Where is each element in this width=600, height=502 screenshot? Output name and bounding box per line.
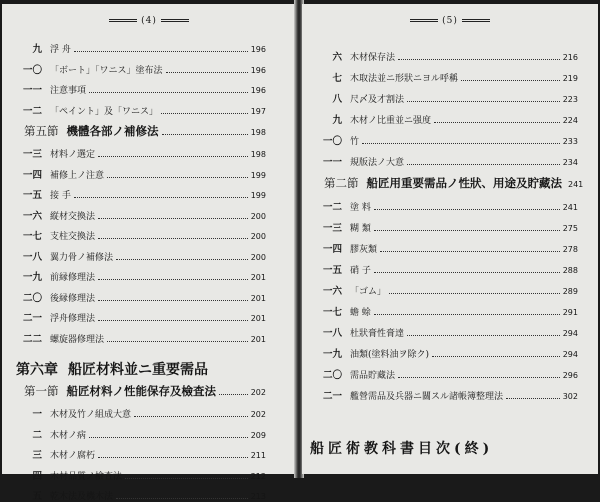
entry-page-number: 202	[250, 388, 266, 397]
entry-title: 「ペイント」及「ワニス」	[50, 106, 159, 117]
dot-leader	[98, 320, 248, 321]
dot-leader	[98, 156, 248, 157]
entry-title: 補修上ノ注意	[50, 170, 105, 181]
entry-number: 一〇	[322, 136, 342, 147]
entry-number: 一五	[22, 190, 42, 201]
entry-title: 糊 類	[350, 224, 371, 234]
dot-leader	[166, 72, 248, 73]
entry-title: 木材ノ病	[50, 430, 87, 441]
entry-title: 注意事項	[50, 86, 87, 96]
entry-number: 二〇	[322, 370, 342, 381]
right-page	[302, 4, 598, 474]
entry-title: 硝 子	[350, 266, 371, 276]
entry-page-number: 294	[562, 329, 578, 338]
toc-entry-row	[16, 468, 266, 482]
entry-title: 膠灰類	[350, 245, 378, 255]
dot-leader	[98, 457, 248, 458]
entry-number: 五	[32, 491, 42, 502]
entry-page-number: 201	[250, 334, 266, 344]
entry-number: 一〇	[22, 64, 42, 76]
entry-title: 浮 舟	[50, 45, 71, 55]
header-rule	[462, 19, 490, 22]
section-label: 第一節	[24, 384, 59, 398]
entry-number: 一五	[322, 265, 342, 276]
entry-page-number: 275	[562, 224, 578, 233]
dot-leader	[432, 356, 560, 357]
toc-entry-row	[16, 249, 266, 263]
entry-number: 九	[332, 115, 342, 126]
entry-number: 四	[32, 470, 42, 482]
entry-number: 一二	[322, 202, 342, 213]
entry-page-number: 211	[250, 451, 266, 460]
toc-entry-row	[16, 187, 266, 201]
entry-number: 二〇	[22, 292, 42, 304]
dot-leader	[89, 437, 248, 438]
entry-page-number: 234	[562, 158, 578, 167]
entry-number: 二一	[22, 313, 42, 324]
toc-section-row	[24, 123, 266, 139]
entry-title: 尺〆及才割法	[350, 95, 405, 105]
page-header-right	[302, 16, 598, 26]
dot-leader	[134, 416, 248, 417]
entry-title: 材料ノ選定	[50, 150, 96, 160]
dot-leader	[74, 197, 248, 198]
entry-number: 七	[332, 73, 342, 84]
entry-page-number: 201	[250, 314, 266, 323]
entry-title: 接 手	[50, 191, 71, 201]
entry-number: 一四	[22, 169, 42, 181]
entry-title: 縦材交換法	[50, 211, 96, 222]
dot-leader	[461, 80, 560, 81]
toc-entry-row	[16, 447, 266, 461]
toc-end-title: 船匠術教科書目次(終)	[310, 441, 494, 457]
dot-leader	[219, 394, 248, 395]
dot-leader	[398, 59, 560, 60]
entry-page-number: 213	[250, 492, 266, 501]
entry-title: 木材ノ比重並ニ强度	[350, 116, 432, 126]
dot-leader	[380, 251, 560, 252]
toc-entry-row	[316, 346, 578, 360]
entry-page-number: 200	[250, 252, 266, 262]
entry-page-number: 241	[562, 203, 578, 212]
toc-entry-row	[316, 367, 578, 381]
entry-number: 一九	[322, 349, 342, 360]
chapter-label: 第六章	[16, 362, 58, 378]
entry-title: 艦營需品及兵器ニ關スル諸帳簿整理法	[350, 392, 504, 402]
entry-page-number: 241	[568, 180, 584, 189]
entry-number: 一九	[22, 272, 42, 283]
toc-entry-row	[316, 220, 578, 234]
entry-page-number: 201	[250, 273, 266, 282]
entry-page-number: 197	[250, 106, 266, 116]
toc-entry-row	[316, 91, 578, 105]
entry-number: 一四	[322, 244, 342, 255]
entry-title: 蟾 蜍	[350, 308, 371, 318]
entry-page-number: 223	[562, 95, 578, 104]
page-number-left: (4)	[141, 16, 157, 26]
entry-title: 翼力骨ノ補修法	[50, 252, 114, 263]
entry-number: 三	[32, 450, 42, 461]
dot-leader	[407, 335, 560, 336]
entry-number: 一八	[322, 328, 342, 339]
entry-number: 一六	[322, 286, 342, 297]
toc-entry-row	[16, 167, 266, 181]
dot-leader	[374, 272, 560, 273]
entry-page-number: 196	[250, 86, 266, 95]
entry-title: 木材及竹ノ組成大意	[50, 410, 132, 420]
dot-leader	[162, 134, 248, 135]
toc-entry-row	[316, 325, 578, 339]
entry-number: 一一	[22, 85, 42, 96]
chapter-title: 船匠材料並ニ重要需品	[68, 362, 208, 378]
entry-number: 一二	[22, 105, 42, 117]
entry-title: 「ゴム」	[350, 287, 387, 297]
entry-number: 一一	[322, 157, 342, 168]
entry-page-number: 196	[250, 65, 266, 75]
toc-entry-row	[316, 304, 578, 318]
dot-leader	[506, 398, 560, 399]
entry-page-number: 233	[562, 137, 578, 146]
dot-leader	[161, 113, 248, 114]
entry-page-number: 212	[250, 471, 266, 481]
entry-title: 支柱交換法	[50, 232, 96, 242]
dot-leader	[107, 341, 248, 342]
entry-title: 船匠材料ノ性能保存及檢査法	[66, 384, 216, 398]
entry-page-number: 278	[562, 245, 578, 254]
toc-entry-row	[16, 146, 266, 160]
entry-number: 一六	[22, 210, 42, 222]
entry-number: 一七	[322, 307, 342, 318]
toc-entry-row	[16, 103, 266, 117]
entry-number: 一八	[22, 251, 42, 263]
entry-number: 二二	[22, 333, 42, 345]
header-rule	[410, 19, 438, 22]
section-label: 第五節	[24, 124, 59, 138]
entry-number: 一	[32, 409, 42, 420]
dot-leader	[107, 177, 248, 178]
chapter-heading	[16, 359, 208, 379]
toc-section-row	[324, 175, 584, 191]
dot-leader	[374, 209, 560, 210]
page-header-left	[2, 16, 296, 26]
dot-leader	[116, 259, 248, 260]
toc-entry-row	[16, 208, 266, 222]
toc-entry-row	[16, 406, 266, 420]
entry-page-number: 294	[562, 350, 578, 359]
toc-entry-row	[16, 62, 266, 76]
entry-page-number: 198	[250, 128, 266, 137]
dot-leader	[125, 478, 248, 479]
entry-title: 乾木法及機木法	[50, 492, 114, 502]
entry-page-number: 302	[562, 392, 578, 401]
toc-entry-row	[16, 488, 266, 502]
entry-page-number: 199	[250, 170, 266, 180]
entry-title: 需品貯藏法	[350, 371, 396, 381]
entry-title: 浮舟修理法	[50, 314, 96, 324]
dot-leader	[116, 498, 248, 499]
toc-entry-row	[316, 199, 578, 213]
toc-section-row	[24, 383, 266, 399]
entry-number: 九	[32, 44, 42, 55]
toc-entry-row	[316, 262, 578, 276]
entry-number: 八	[332, 94, 342, 105]
toc-entry-row	[16, 82, 266, 96]
toc-entry-row	[316, 112, 578, 126]
entry-title: 船匠用重要需品ノ性狀、用途及貯藏法	[366, 176, 562, 190]
entry-number: 六	[332, 52, 342, 63]
dot-leader	[407, 164, 560, 165]
toc-entry-row	[316, 70, 578, 84]
header-rule	[161, 19, 189, 22]
toc-entry-row	[316, 388, 578, 402]
toc-entry-row	[316, 154, 578, 168]
entry-page-number: 200	[250, 211, 266, 221]
dot-leader	[98, 279, 248, 280]
entry-title: 木材ノ腐朽	[50, 451, 96, 461]
dot-leader	[407, 101, 560, 102]
entry-number: 一三	[22, 149, 42, 160]
dot-leader	[98, 300, 248, 301]
toc-entry-row	[16, 269, 266, 283]
page-number-right: (5)	[442, 16, 458, 26]
entry-title: 「ボート」「ワニス」塗布法	[50, 65, 163, 76]
entry-title: 機體各部ノ補修法	[66, 124, 159, 138]
dot-leader	[98, 238, 248, 239]
entry-title: 後縁修理法	[50, 293, 96, 304]
toc-entry-row	[316, 283, 578, 297]
entry-page-number: 289	[562, 287, 578, 296]
dot-leader	[389, 293, 560, 294]
entry-title: 竹	[350, 137, 360, 147]
dot-leader	[98, 218, 248, 219]
toc-entry-row	[316, 133, 578, 147]
entry-page-number: 219	[562, 74, 578, 83]
entry-title: 木取法並ニ形狀ニヨル呼稱	[350, 74, 459, 84]
toc-entry-row	[16, 427, 266, 441]
entry-page-number: 196	[250, 45, 266, 54]
entry-number: 一七	[22, 231, 42, 242]
entry-page-number: 200	[250, 232, 266, 241]
toc-entry-row	[16, 310, 266, 324]
entry-page-number: 201	[250, 293, 266, 303]
toc-entry-row	[16, 331, 266, 345]
entry-title: 螺旋器修理法	[50, 334, 105, 345]
entry-number: 二	[32, 429, 42, 441]
entry-page-number: 199	[250, 191, 266, 200]
dot-leader	[362, 143, 560, 144]
toc-entry-row	[16, 228, 266, 242]
header-rule	[109, 19, 137, 22]
entry-title: 木材品質ノ檢査法	[50, 471, 123, 482]
entry-title: 前縁修理法	[50, 273, 96, 283]
entry-page-number: 296	[562, 371, 578, 380]
entry-number: 二一	[322, 391, 342, 402]
entry-page-number: 288	[562, 266, 578, 275]
toc-entry-row	[16, 41, 266, 55]
toc-entry-row	[316, 241, 578, 255]
entry-number: 一三	[322, 223, 342, 234]
section-label: 第二節	[324, 176, 359, 190]
entry-title: 規版法ノ大意	[350, 158, 405, 168]
entry-title: 塗 料	[350, 203, 371, 213]
entry-title: 油類(塗料油ヲ除ク)	[350, 350, 430, 360]
dot-leader	[74, 51, 248, 52]
dot-leader	[89, 92, 248, 93]
toc-entry-row	[316, 49, 578, 63]
dot-leader	[434, 122, 560, 123]
dot-leader	[398, 377, 560, 378]
entry-title: 木材保存法	[350, 53, 396, 63]
toc-entry-row	[16, 290, 266, 304]
entry-page-number: 291	[562, 308, 578, 317]
entry-page-number: 224	[562, 116, 578, 125]
entry-page-number: 216	[562, 53, 578, 62]
entry-title: 杜狀膏性膏達	[350, 329, 405, 339]
entry-page-number: 209	[250, 430, 266, 440]
entry-page-number: 198	[250, 150, 266, 159]
dot-leader	[374, 314, 560, 315]
entry-page-number: 202	[250, 410, 266, 419]
left-page	[2, 4, 296, 502]
dot-leader	[374, 230, 560, 231]
